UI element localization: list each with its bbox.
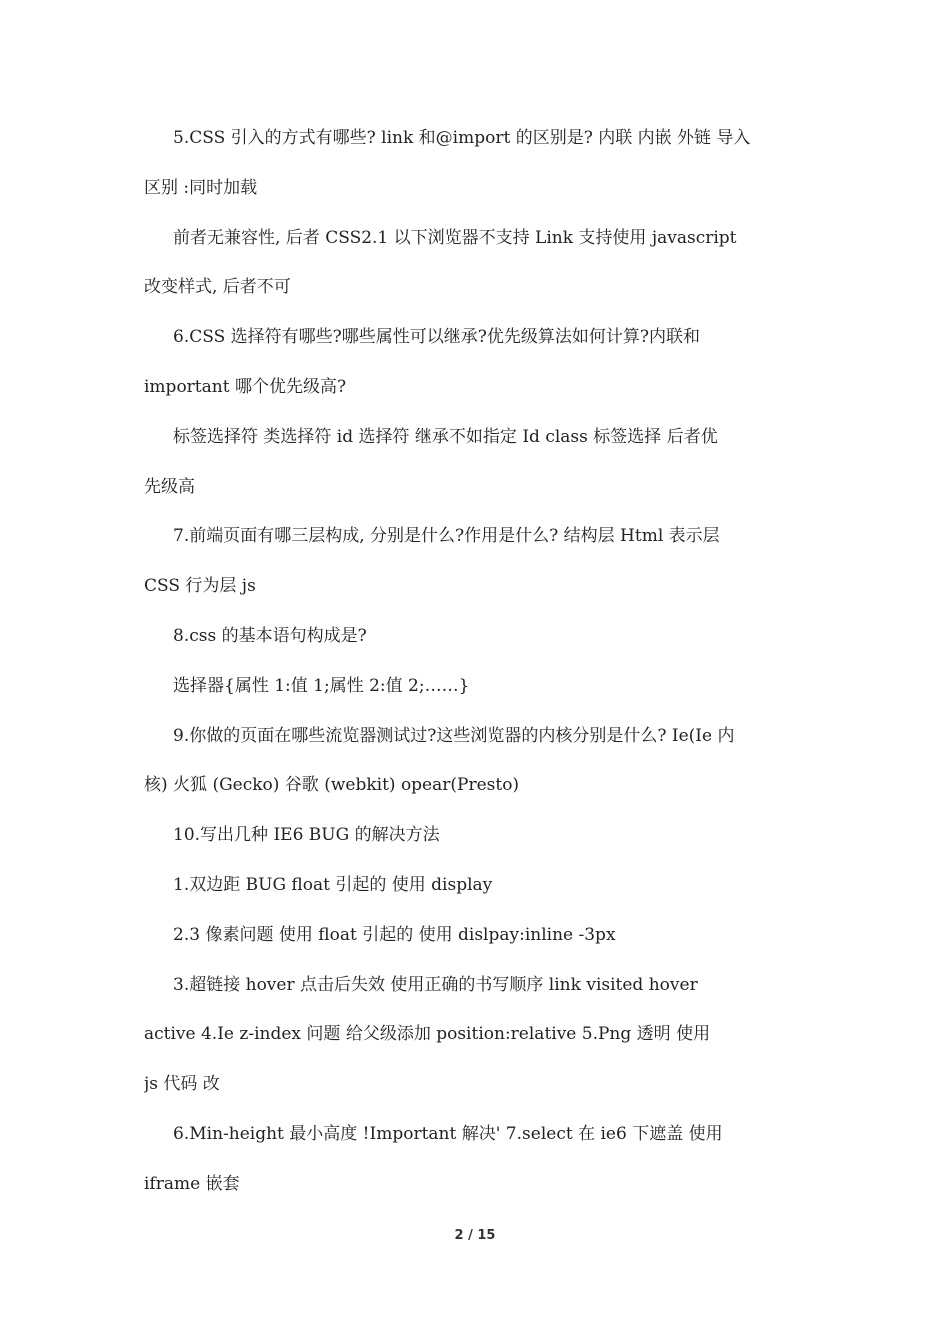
page-number: 2 / 15: [454, 1228, 496, 1243]
paragraph-line: CSS 行为层 js: [144, 576, 256, 597]
paragraph-line: 前者无兼容性, 后者 CSS2.1 以下浏览器不支持 Link 支持使用 javascript: [173, 227, 737, 248]
document-body: [144, 114, 808, 1210]
paragraph-line: 先级高: [144, 476, 195, 497]
paragraph-line: 8.css 的基本语句构成是?: [173, 625, 367, 646]
paragraph-line: important 哪个优先级高?: [144, 376, 347, 397]
paragraph-line: 1.双边距 BUG float 引起的 使用 display: [173, 874, 493, 895]
paragraph-line: 9.你做的页面在哪些流览器测试过?这些浏览器的内核分别是什么? Ie(Ie 内: [173, 725, 735, 746]
paragraph-line: 区别 :同时加载: [144, 177, 258, 198]
paragraph-line: 6.Min-height 最小高度 !Important 解决' 7.select 在 ie6 下遮盖 使用: [173, 1123, 723, 1144]
paragraph-line: 标签选择符 类选择符 id 选择符 继承不如指定 Id class 标签选择 后者优: [173, 426, 718, 447]
paragraph-line: active 4.Ie z-index 问题 给父级添加 position:relative 5.Png 透明 使用: [144, 1024, 711, 1045]
paragraph-line: 3.超链接 hover 点击后失效 使用正确的书写顺序 link visited hover: [173, 974, 698, 995]
paragraph-line: 6.CSS 选择符有哪些?哪些属性可以继承?优先级算法如何计算?内联和: [173, 327, 700, 348]
paragraph-line: 2.3 像素问题 使用 float 引起的 使用 dislpay:inline -3px: [173, 924, 616, 945]
paragraph-line: js 代码 改: [144, 1074, 220, 1095]
paragraph-line: iframe 嵌套: [144, 1173, 240, 1194]
paragraph-line: 5.CSS 引入的方式有哪些? link 和@import 的区别是? 内联 内嵌 外链 导入: [173, 128, 751, 148]
paragraph-line: 10.写出几种 IE6 BUG 的解决方法: [173, 825, 440, 846]
paragraph-line: 核) 火狐 (Gecko) 谷歌 (webkit) opear(Presto): [144, 775, 520, 796]
paragraph-line: 改变样式, 后者不可: [144, 277, 291, 298]
paragraph-line: 7.前端页面有哪三层构成, 分别是什么?作用是什么? 结构层 Html 表示层: [173, 526, 720, 547]
paragraph-line: 选择器{属性 1:值 1;属性 2:值 2;……}: [173, 675, 470, 696]
